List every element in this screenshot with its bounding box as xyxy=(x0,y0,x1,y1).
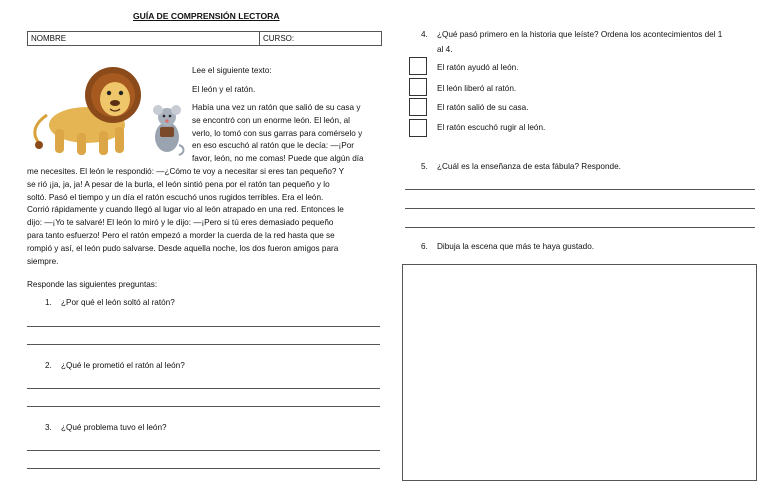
story-line: rompió y así, el león pudo salvarse. Desde aquella noche, los dos fueron amigos para xyxy=(27,243,339,253)
question-number: 2. xyxy=(45,361,52,370)
question-number: 5. xyxy=(421,162,428,171)
order-box-2[interactable] xyxy=(409,78,427,96)
questions-intro: Responde las siguientes preguntas: xyxy=(27,280,158,289)
name-course-divider xyxy=(259,32,260,45)
order-box-4[interactable] xyxy=(409,119,427,137)
question-number: 3. xyxy=(45,423,52,432)
question-4-text-line2: al 4. xyxy=(437,45,453,54)
story-line: Había una vez un ratón que salió de su casa y xyxy=(192,103,361,112)
story-title: El león y el ratón. xyxy=(192,85,256,94)
lion-and-mouse-illustration xyxy=(27,63,187,159)
question-5 xyxy=(421,162,621,171)
question-text: ¿Por qué el león soltó al ratón? xyxy=(61,298,175,307)
story-line: se encontró con un enorme león. El león, al xyxy=(192,115,350,125)
question-text: ¿Qué le prometió el ratón al león? xyxy=(61,361,185,370)
story-wrapped-text xyxy=(192,102,380,166)
story-line: se rió ¡ja, ja, ja! A pesar de la burla, el león sintió pena por el ratón tan pequeño y lo xyxy=(27,179,330,189)
answer-line-q5-c[interactable] xyxy=(405,227,755,228)
student-info-box xyxy=(27,31,382,46)
answer-line-q2-b[interactable] xyxy=(27,406,380,407)
option-4: El ratón escuchó rugir al león. xyxy=(437,123,546,132)
story-line: soltó. Pasó el tiempo y un día el ratón escuchó unos rugidos terribles. Era el león. xyxy=(27,192,324,202)
question-number: 1. xyxy=(45,298,52,307)
answer-line-q3-b[interactable] xyxy=(27,468,380,469)
answer-line-q5-b[interactable] xyxy=(405,208,755,209)
answer-line-q3-a[interactable] xyxy=(27,450,380,451)
question-4-number: 4. xyxy=(421,30,428,39)
reading-instruction: Lee el siguiente texto: xyxy=(192,66,272,75)
order-box-1[interactable] xyxy=(409,57,427,75)
question-1 xyxy=(45,298,175,307)
course-field-label[interactable]: CURSO: xyxy=(263,34,295,43)
question-text: Dibuja la escena que más te haya gustado. xyxy=(437,242,595,251)
story-line: dijo: —¡Yo te salvaré! El león lo miró y le dijo: —¡Pero si tú eres demasiado pequeño xyxy=(27,218,334,228)
question-3 xyxy=(45,423,167,432)
drawing-area[interactable] xyxy=(402,264,757,481)
answer-line-q1-b[interactable] xyxy=(27,344,380,345)
option-3: El ratón salió de su casa. xyxy=(437,103,529,112)
question-text: ¿Qué problema tuvo el león? xyxy=(61,423,167,432)
answer-line-q1-a[interactable] xyxy=(27,326,380,327)
question-6 xyxy=(421,242,594,251)
order-box-3[interactable] xyxy=(409,98,427,116)
story-line: siempre. xyxy=(27,256,59,266)
page-title: GUÍA DE COMPRENSIÓN LECTORA xyxy=(133,11,280,21)
answer-line-q2-a[interactable] xyxy=(27,388,380,389)
question-4-text-line1: ¿Qué pasó primero en la historia que leíste? Ordena los acontecimientos del 1 xyxy=(437,30,723,39)
option-2: El león liberó al ratón. xyxy=(437,84,517,93)
story-line: para tanto esfuerzo! Pero el ratón empezó a morder la cuerda de la red hasta que se xyxy=(27,230,335,240)
story-line: en eso escuchó al ratón que le decía: —¡Por xyxy=(192,141,355,151)
story-line: Corrió rápidamente y cuando llegó al lugar vio al león atrapado en una red. Entonces le xyxy=(27,205,344,215)
story-line: verlo, lo tomó con sus garras para comérselo y xyxy=(192,128,363,138)
story-full-text xyxy=(27,166,380,268)
name-field-label[interactable]: NOMBRE xyxy=(31,34,67,43)
question-number: 6. xyxy=(421,242,428,251)
question-2 xyxy=(45,361,185,370)
story-line: favor, león, no me comas! Puede que algún día xyxy=(192,154,364,164)
option-1: El ratón ayudó al león. xyxy=(437,63,519,72)
question-text: ¿Cuál es la enseñanza de esta fábula? Responde. xyxy=(437,162,621,171)
story-line: me necesites. El león le respondió: —¿Cómo te voy a necesitar si eres tan pequeño? Y xyxy=(27,167,345,176)
answer-line-q5-a[interactable] xyxy=(405,189,755,190)
